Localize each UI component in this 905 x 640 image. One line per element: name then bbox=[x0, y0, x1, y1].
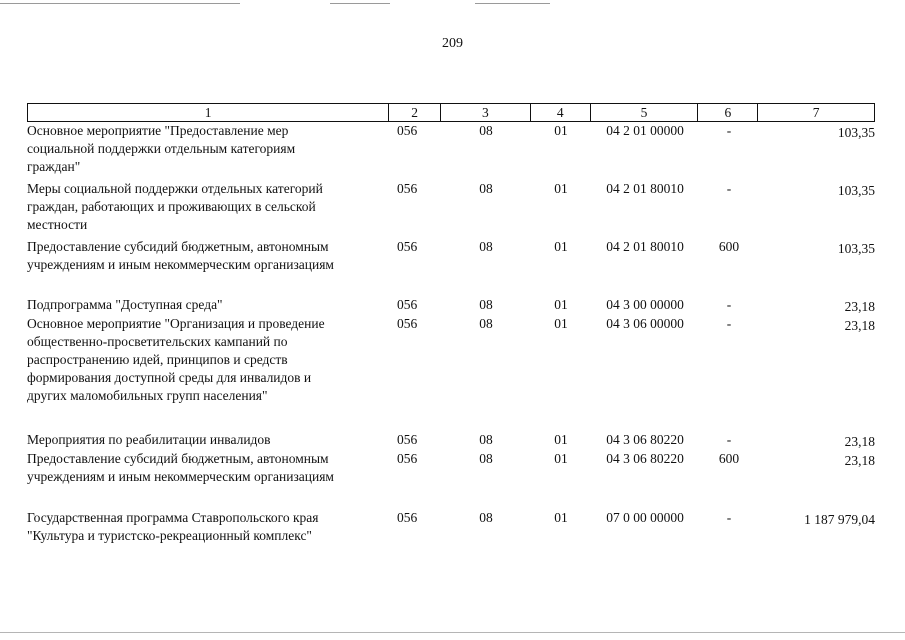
cell-amount: 103,35 bbox=[837, 183, 875, 198]
cell-section: 08 bbox=[479, 432, 493, 447]
row-name: Меры социальной поддержки отдельных категорий граждан, работающих и проживающих в сельской местности bbox=[27, 181, 323, 232]
cell-ministry: 056 bbox=[397, 510, 418, 525]
column-header: 5 bbox=[591, 104, 699, 121]
column-header: 3 bbox=[441, 104, 531, 121]
scan-artifact-top bbox=[0, 3, 240, 4]
budget-table bbox=[27, 103, 875, 543]
cell-ministry: 056 bbox=[397, 316, 418, 331]
cell-target-article: 04 3 06 00000 bbox=[606, 316, 684, 331]
column-header: 6 bbox=[698, 104, 758, 121]
table-row bbox=[27, 296, 875, 316]
table-row bbox=[27, 509, 875, 545]
row-name: Предоставление субсидий бюджетным, автономным учреждениям и иным некоммерческим организациям bbox=[27, 239, 334, 272]
cell-section: 08 bbox=[479, 510, 493, 525]
table-row bbox=[27, 238, 875, 274]
page-number: 209 bbox=[442, 36, 463, 51]
column-header: 2 bbox=[389, 104, 441, 121]
cell-subsection: 01 bbox=[554, 123, 568, 138]
table-row bbox=[27, 315, 875, 405]
cell-section: 08 bbox=[479, 181, 493, 196]
cell-section: 08 bbox=[479, 451, 493, 466]
cell-amount: 103,35 bbox=[837, 125, 875, 140]
cell-expense-type: 600 bbox=[718, 239, 740, 254]
cell-expense-type: 600 bbox=[718, 451, 740, 466]
cell-target-article: 04 3 00 00000 bbox=[606, 297, 684, 312]
cell-target-article: 04 2 01 80010 bbox=[606, 181, 684, 196]
cell-subsection: 01 bbox=[554, 432, 568, 447]
row-name: Подпрограмма "Доступная среда" bbox=[27, 297, 223, 312]
cell-target-article: 04 2 01 00000 bbox=[606, 123, 684, 138]
column-header: 7 bbox=[812, 105, 820, 120]
cell-section: 08 bbox=[479, 239, 493, 254]
cell-amount: 23,18 bbox=[844, 434, 875, 449]
table-row bbox=[27, 431, 875, 451]
cell-subsection: 01 bbox=[554, 510, 568, 525]
cell-amount: 23,18 bbox=[844, 299, 875, 314]
cell-amount: 103,35 bbox=[837, 241, 875, 256]
cell-expense-type: - bbox=[726, 316, 732, 331]
cell-ministry: 056 bbox=[397, 451, 418, 466]
cell-expense-type: - bbox=[726, 123, 732, 138]
cell-subsection: 01 bbox=[554, 297, 568, 312]
cell-section: 08 bbox=[479, 297, 493, 312]
table-row bbox=[27, 180, 875, 234]
cell-expense-type: - bbox=[726, 432, 732, 447]
cell-expense-type: - bbox=[726, 297, 732, 312]
cell-target-article: 04 3 06 80220 bbox=[606, 451, 684, 466]
cell-ministry: 056 bbox=[397, 432, 418, 447]
scan-artifact-top bbox=[475, 3, 550, 4]
scan-artifact-bottom bbox=[0, 632, 905, 633]
cell-target-article: 07 0 00 00000 bbox=[606, 510, 684, 525]
table-row bbox=[27, 122, 875, 176]
cell-ministry: 056 bbox=[397, 181, 418, 196]
cell-ministry: 056 bbox=[397, 123, 418, 138]
cell-subsection: 01 bbox=[554, 316, 568, 331]
cell-section: 08 bbox=[479, 123, 493, 138]
cell-amount: 23,18 bbox=[844, 453, 875, 468]
cell-expense-type: - bbox=[726, 510, 732, 525]
cell-amount: 23,18 bbox=[844, 318, 875, 333]
cell-amount: 1 187 979,04 bbox=[804, 512, 875, 527]
cell-section: 08 bbox=[479, 316, 493, 331]
row-name: Основное мероприятие "Организация и проведение общественно-просветительских кампаний по распространению идей, принципов и средств формирования доступной среды для инвалидов и других маломобильных групп населения" bbox=[27, 316, 325, 403]
row-name: Предоставление субсидий бюджетным, автономным учреждениям и иным некоммерческим организациям bbox=[27, 451, 334, 484]
column-header: 1 bbox=[28, 104, 389, 121]
cell-expense-type: - bbox=[726, 181, 732, 196]
cell-target-article: 04 2 01 80010 bbox=[606, 239, 684, 254]
cell-subsection: 01 bbox=[554, 181, 568, 196]
cell-subsection: 01 bbox=[554, 239, 568, 254]
column-header: 4 bbox=[531, 104, 591, 121]
table-header bbox=[27, 103, 875, 122]
cell-subsection: 01 bbox=[554, 451, 568, 466]
cell-target-article: 04 3 06 80220 bbox=[606, 432, 684, 447]
row-name: Основное мероприятие "Предоставление мер социальной поддержки отдельным категориям граждан" bbox=[27, 123, 296, 174]
cell-ministry: 056 bbox=[397, 239, 418, 254]
row-name: Мероприятия по реабилитации инвалидов bbox=[27, 432, 271, 447]
table-row bbox=[27, 450, 875, 486]
scan-artifact-top bbox=[330, 3, 390, 4]
row-name: Государственная программа Ставропольского края "Культура и туристско-рекреационный комплекс" bbox=[27, 510, 319, 543]
cell-ministry: 056 bbox=[397, 297, 418, 312]
